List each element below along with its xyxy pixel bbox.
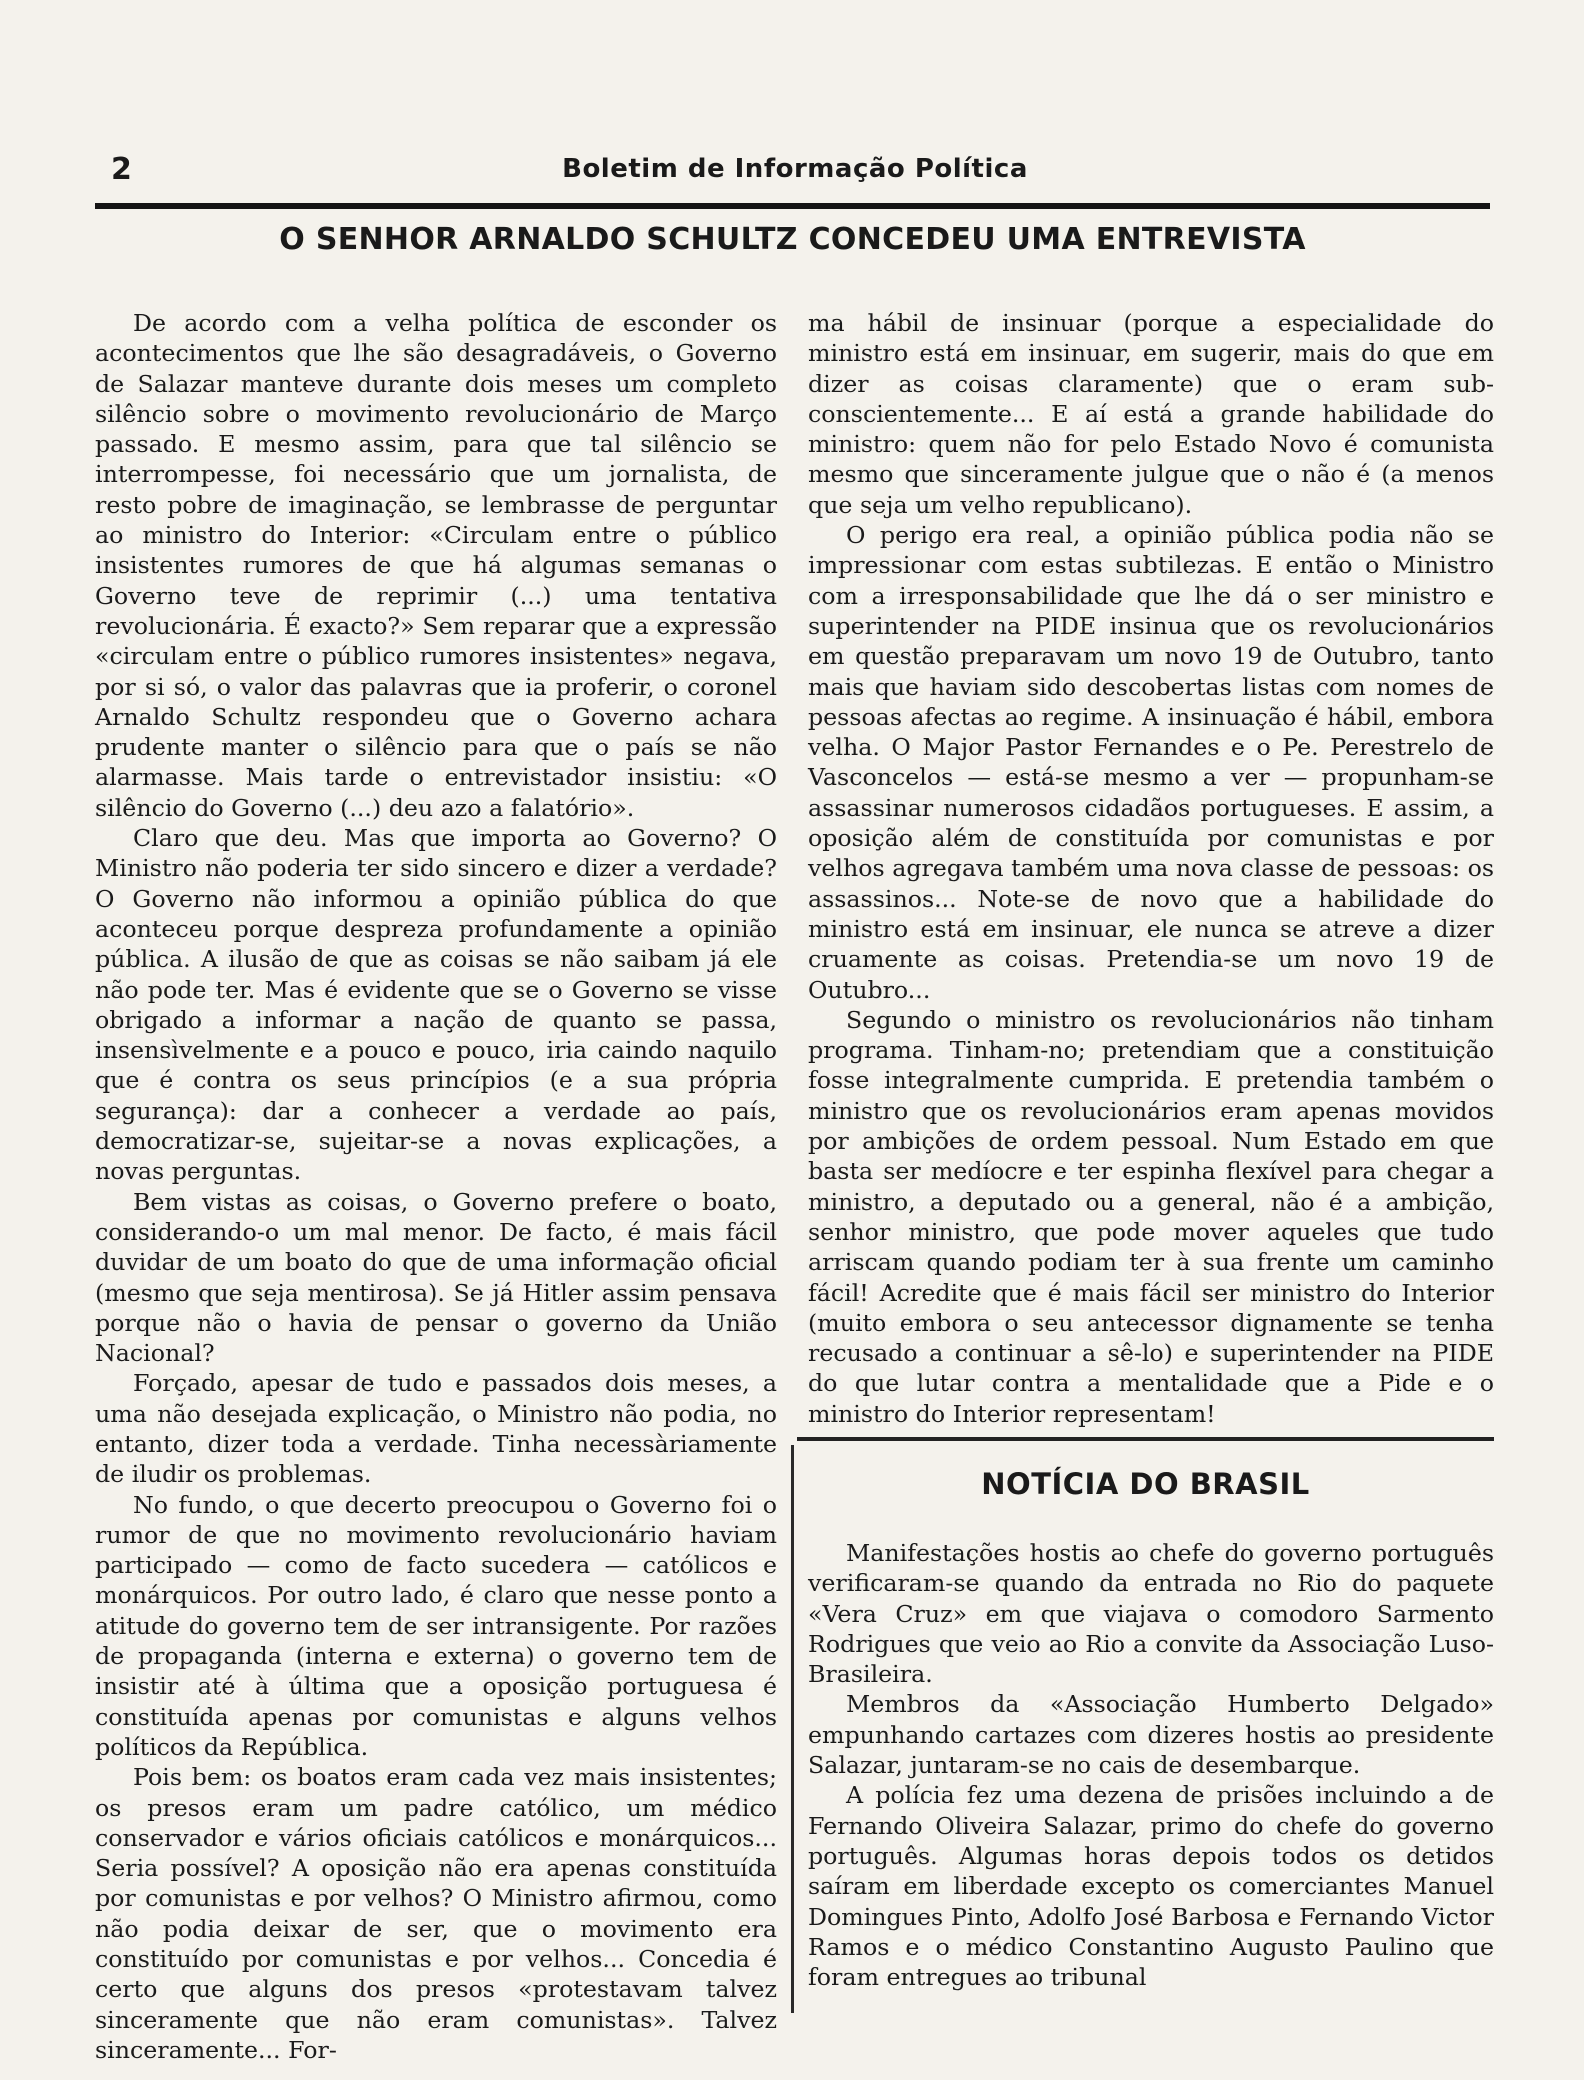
article-paragraph: O perigo era real, a opinião pública podia não se impressionar com estas subtilezas. E então o Ministro com a irresponsabilidade que lhe dá o ser ministro e superintender na PIDE insinua que os revolucionários em questão preparavam um novo 19 de Outubro, tanto mais que haviam sido descobertas listas com nomes de pessoas afectas ao regime. A insinuação é hábil, embora velha. O Major Pastor Fernandes e o Pe. Perestrelo de Vasconcelos — está-se mesmo a ver — propunham-se assassinar numerosos cidadãos portugueses. E assim, a oposição além de constituída por comunistas e por velhos agregava também uma nova classe de pessoas: os assassinos... Note-se de novo que a habilidade do ministro está em insinuar, ele nunca se atreve a dizer cruamente as coisas. Pretendia-se um novo 19 de Outubro... [808,521,1494,1004]
article-paragraph: ma hábil de insinuar (porque a especialidade do ministro está em insinuar, em sugerir, mais do que em dizer as coisas claramente) que o eram sub-conscientemente... E aí está a grande habilidade do ministro: quem não for pelo Estado Novo é comunista mesmo que sinceramente julgue que o não é (a menos que seja um velho republicano). [808,309,1494,519]
publication-title: Boletim de Informação Política [562,154,1028,184]
header-rule [95,203,1490,209]
article-right-column [808,308,1494,1429]
news-title: NOTÍCIA DO BRASIL [981,1467,1310,1501]
article-paragraph: Forçado, apesar de tudo e passados dois meses, a uma não desejada explicação, o Ministro não podia, no entanto, dizer toda a verdade. Tinha necessàriamente de iludir os problemas. [95,1369,777,1489]
article-paragraph: Segundo o ministro os revolucionários não tinham programa. Tinham-no; pretendiam que a constituição fosse integralmente cumprida. E pretendia também o ministro que os revolucionários eram apenas movidos por ambições de ordem pessoal. Num Estado em que basta ser medíocre e ter espinha flexível para chegar a ministro, a deputado ou a general, não é a ambição, senhor ministro, que pode mover aqueles que tudo arriscam quando podiam ter à sua frente um caminho fácil! Acredite que é mais fácil ser ministro do Interior (muito embora o seu antecessor dignamente se tenha recusado a continuar a sê-lo) e superintender na PIDE do que lutar contra a mentalidade que a Pide e o ministro do Interior representam! [808,1005,1494,1428]
column-divider [791,1445,794,2013]
page-header [105,150,1485,200]
news-paragraph: Manifestações hostis ao chefe do governo português verificaram-se quando da entrada no Rio do paquete «Vera Cruz» em que viajava o comodoro Sarmento Rodrigues que veio ao Rio a convite da Associação Luso-Brasileira. [808,1539,1494,1689]
news-paragraph: Membros da «Associação Humberto Delgado» empunhando cartazes com dizeres hostis ao presidente Salazar, juntaram-se no cais de desembarque. [808,1690,1494,1780]
article-paragraph: Claro que deu. Mas que importa ao Governo? O Ministro não poderia ter sido sincero e dizer a verdade? O Governo não informou a opinião pública do que aconteceu porque despreza profundamente a opinião pública. A ilusão de que as coisas se não saibam já ele não pode ter. Mas é evidente que se o Governo se visse obrigado a informar a nação de quanto se passa, insensìvelmente e a pouco e pouco, iria caindo naquilo que é contra os seus princípios (e a sua própria segurança): dar a conhecer a verdade ao país, democratizar-se, sujeitar-se a novas explicações, a novas perguntas. [95,824,777,1186]
news-column [808,1538,1494,1992]
article-paragraph: No fundo, o que decerto preocupou o Governo foi o rumor de que no movimento revolucionário haviam participado — como de facto sucedera — católicos e monárquicos. Por outro lado, é claro que nesse ponto a atitude do governo tem de ser intransigente. Por razões de propaganda (interna e externa) o governo tem de insistir até à última que a oposição portuguesa é constituída apenas por comunistas e alguns velhos políticos da República. [95,1490,777,1761]
article-left-column [95,308,777,2065]
article-paragraph: De acordo com a velha política de esconder os acontecimentos que lhe são desagradáveis, o Governo de Salazar manteve durante dois meses um completo silêncio sobre o movimento revolucionário de Março passado. E mesmo assim, para que tal silêncio se interrompesse, foi necessário que um jornalista, de resto pobre de imaginação, se lembrasse de perguntar ao ministro do Interior: «Circulam entre o público insistentes rumores de que há algumas semanas o Governo teve de reprimir (...) uma tentativa revolucionária. É exacto?» Sem reparar que a expressão «circulam entre o público rumores insistentes» negava, por si só, o valor das palavras que ia proferir, o coronel Arnaldo Schultz respondeu que o Governo achara prudente manter o silêncio para que o país se não alarmasse. Mais tarde o entrevistador insistiu: «O silêncio do Governo (...) deu azo a falatório». [95,309,777,822]
article-headline: O SENHOR ARNALDO SCHULTZ CONCEDEU UMA ENTREVISTA [279,222,1306,257]
article-paragraph: Pois bem: os boatos eram cada vez mais insistentes; os presos eram um padre católico, um médico conservador e vários oficiais católicos e monárquicos... Seria possível? A oposição não era apenas constituída por comunistas e por velhos? O Ministro afirmou, como não podia deixar de ser, que o movimento era constituído por comunistas e por velhos... Concedia é certo que alguns dos presos «protestavam talvez sinceramente que não eram comunistas». Talvez sinceramente... For- [95,1763,777,2064]
page-number: 2 [111,152,132,187]
news-section-rule [797,1437,1494,1441]
news-paragraph: A polícia fez uma dezena de prisões incluindo a de Fernando Oliveira Salazar, primo do chefe do governo português. Algumas horas depois todos os detidos saíram em liberdade excepto os comerciantes Manuel Domingues Pinto, Adolfo José Barbosa e Fernando Victor Ramos e o médico Constantino Augusto Paulino que foram entregues ao tribunal [808,1781,1494,1992]
article-paragraph: Bem vistas as coisas, o Governo prefere o boato, considerando-o um mal menor. De facto, é mais fácil duvidar de um boato do que de uma informação oficial (mesmo que seja mentirosa). Se já Hitler assim pensava porque não o havia de pensar o governo da União Nacional? [95,1187,777,1368]
